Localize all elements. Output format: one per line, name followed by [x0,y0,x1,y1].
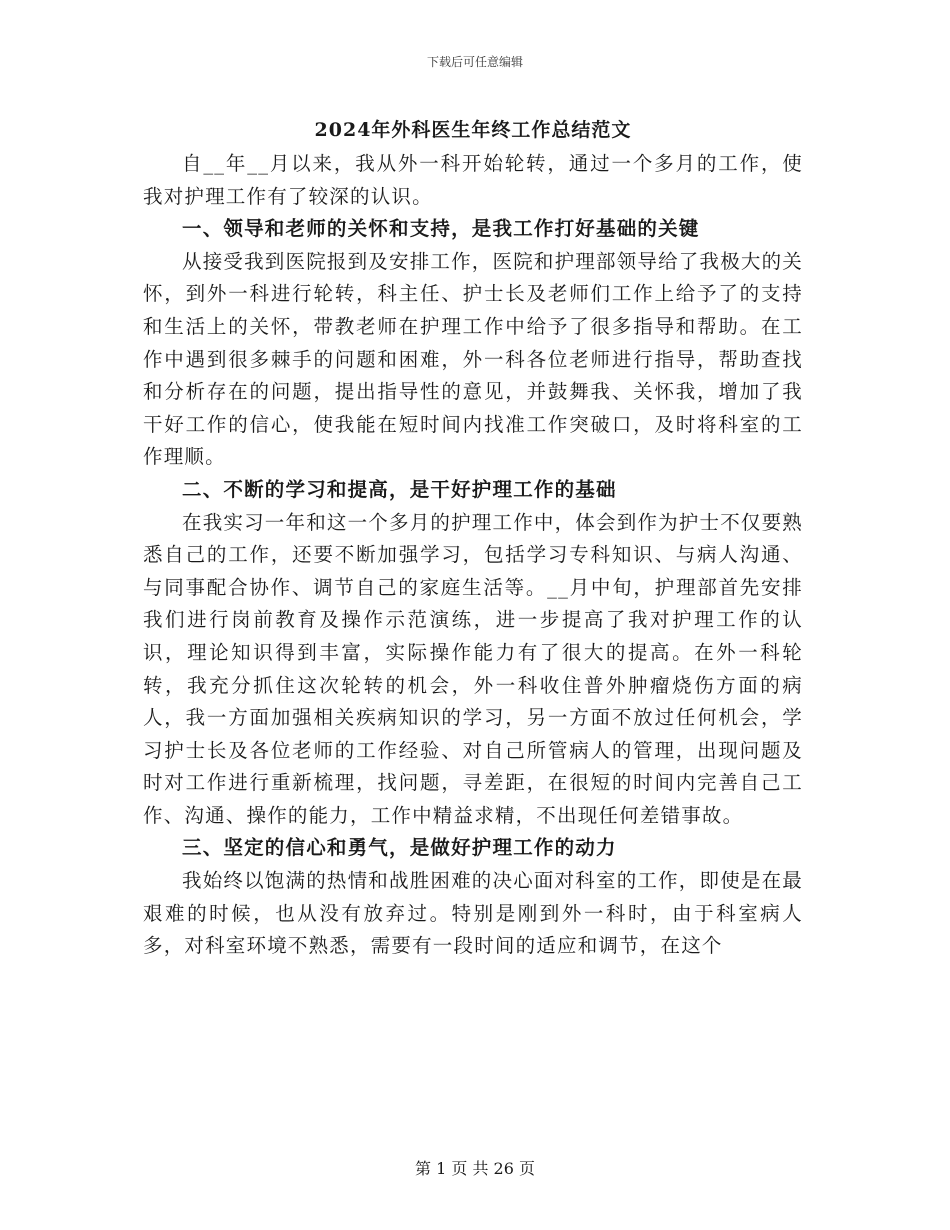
document-title: 2024年外科医生年终工作总结范文 [314,119,632,141]
header-note: 下载后可任意编辑 [426,55,523,69]
paragraph-section-3: 我始终以饱满的热情和战胜困难的决心面对科室的工作，即使是在最艰难的时候，也从没有放弃过。特别是刚到外一科时，由于科室病人多，对科室环境不熟悉，需要有一段时间的适应和调节，在这个 [143,869,804,958]
document-body [143,112,803,963]
paragraph-section-2: 在我实习一年和这一个多月的护理工作中，体会到作为护士不仅要熟悉自己的工作，还要不断加强学习，包括学习专科知识、与病人沟通、与同事配合协作、调节自己的家庭生活等。__月中旬，护理部首先安排我们进行岗前教育及操作示范演练，进一步提高了我对护理工作的认识，理论知识得到丰富，实际操作能力有了很大的提高。在外一科轮转，我充分抓住这次轮转的机会，外一科收住普外肿瘤烧伤方面的病人，我一方面加强相关疾病知识的学习，另一方面不放过任何机会，学习护士长及各位老师的工作经验、对自己所管病人的管理，出现问题及时对工作进行重新梳理，找问题，寻差距，在很短的时间内完善自己工作、沟通、操作的能力，工作中精益求精，不出现任何差错事故。 [143,510,804,827]
section-heading-3: 三、坚定的信心和勇气，是做好护理工作的动力 [182,836,617,860]
page-number: 第 1 页 共 26 页 [415,1159,535,1178]
paragraph-intro: 自__年__月以来，我从外一科开始轮转，通过一个多月的工作，使我对护理工作有了较深的认识。 [143,152,803,208]
paragraph-section-1: 从接受我到医院报到及安排工作，医院和护理部领导给了我极大的关怀，到外一科进行轮转，科主任、护士长及老师们工作上给予了的支持和生活上的关怀，带教老师在护理工作中给予了很多指导和帮助。在工作中遇到很多棘手的问题和困难，外一科各位老师进行指导，帮助查找和分析存在的问题，提出指导性的意见，并鼓舞我、关怀我，增加了我干好工作的信心，使我能在短时间内找准工作突破口，及时将科室的工作理顺。 [143,249,804,469]
section-heading-2: 二、不断的学习和提高，是干好护理工作的基础 [182,477,617,501]
section-heading-1: 一、领导和老师的关怀和支持，是我工作打好基础的关键 [182,217,700,241]
